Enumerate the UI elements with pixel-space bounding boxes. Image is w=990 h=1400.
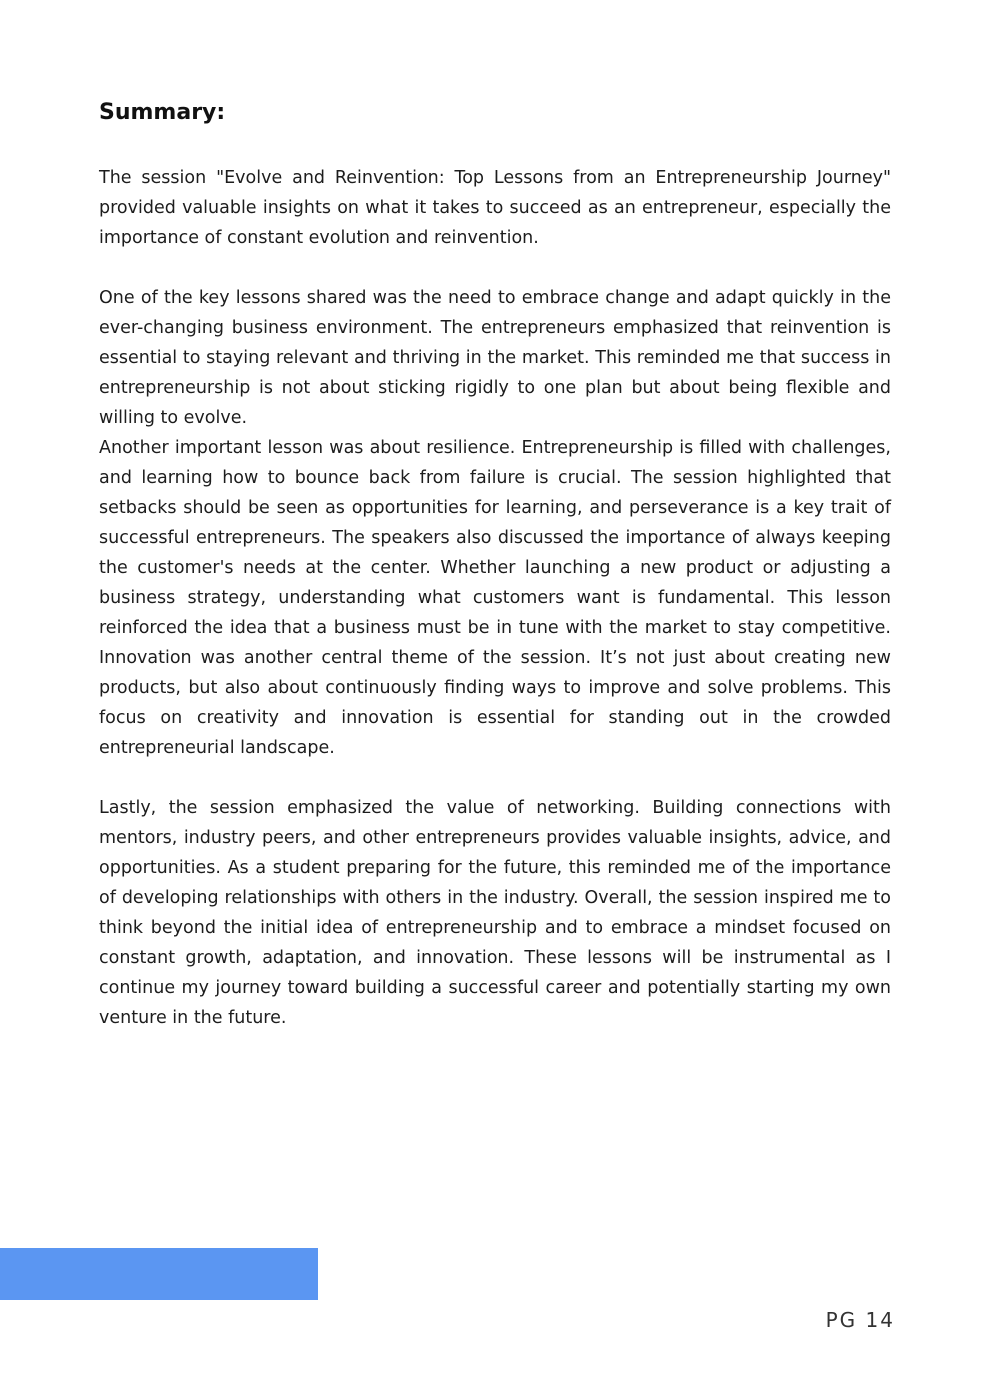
summary-body xyxy=(99,163,891,1033)
paragraph-intro: The session "Evolve and Reinvention: Top Lessons from an Entrepreneurship Journey" provided valuable insights on what it takes to succeed as an entrepreneur, especially the importance of constant evolution and reinvention. xyxy=(99,168,891,248)
paragraph-resilience: Another important lesson was about resilience. Entrepreneurship is filled with challenges, and learning how to bounce back from failure is crucial. The session highlighted that setbacks should be seen as opportunities for learning, and perseverance is a key trait of successful entrepreneurs. The speakers also discussed the importance of always keeping the customer's needs at the center. Whether launching a new product or adjusting a business strategy, understanding what customers want is fundamental. This lesson reinforced the idea that a business must be in tune with the market to stay competitive. Innovation was another central theme of the session. It’s not just about creating new products, but also about continuously finding ways to improve and solve problems. This focus on creativity and innovation is essential for standing out in the crowded entrepreneurial landscape. xyxy=(99,438,891,758)
paragraph-networking: Lastly, the session emphasized the value of networking. Building connections with mentors, industry peers, and other entrepreneurs provides valuable insights, advice, and opportunities. As a student preparing for the future, this reminded me of the importance of developing relationships with others in the industry. Overall, the session inspired me to think beyond the initial idea of entrepreneurship and to embrace a mindset focused on constant growth, adaptation, and innovation. These lessons will be instrumental as I continue my journey toward building a successful career and potentially starting my own venture in the future. xyxy=(99,798,891,1028)
page-number: PG 14 xyxy=(825,1308,895,1332)
paragraph-spacer xyxy=(99,763,891,793)
paragraph-change: One of the key lessons shared was the need to embrace change and adapt quickly in the ever-changing business environment. The entrepreneurs emphasized that reinvention is essential to staying relevant and thriving in the market. This reminded me that success in entrepreneurship is not about sticking rigidly to one plan but about being flexible and willing to evolve. xyxy=(99,288,891,428)
paragraph-spacer xyxy=(99,253,891,283)
summary-heading: Summary: xyxy=(99,100,226,125)
accent-bar xyxy=(0,1248,318,1300)
